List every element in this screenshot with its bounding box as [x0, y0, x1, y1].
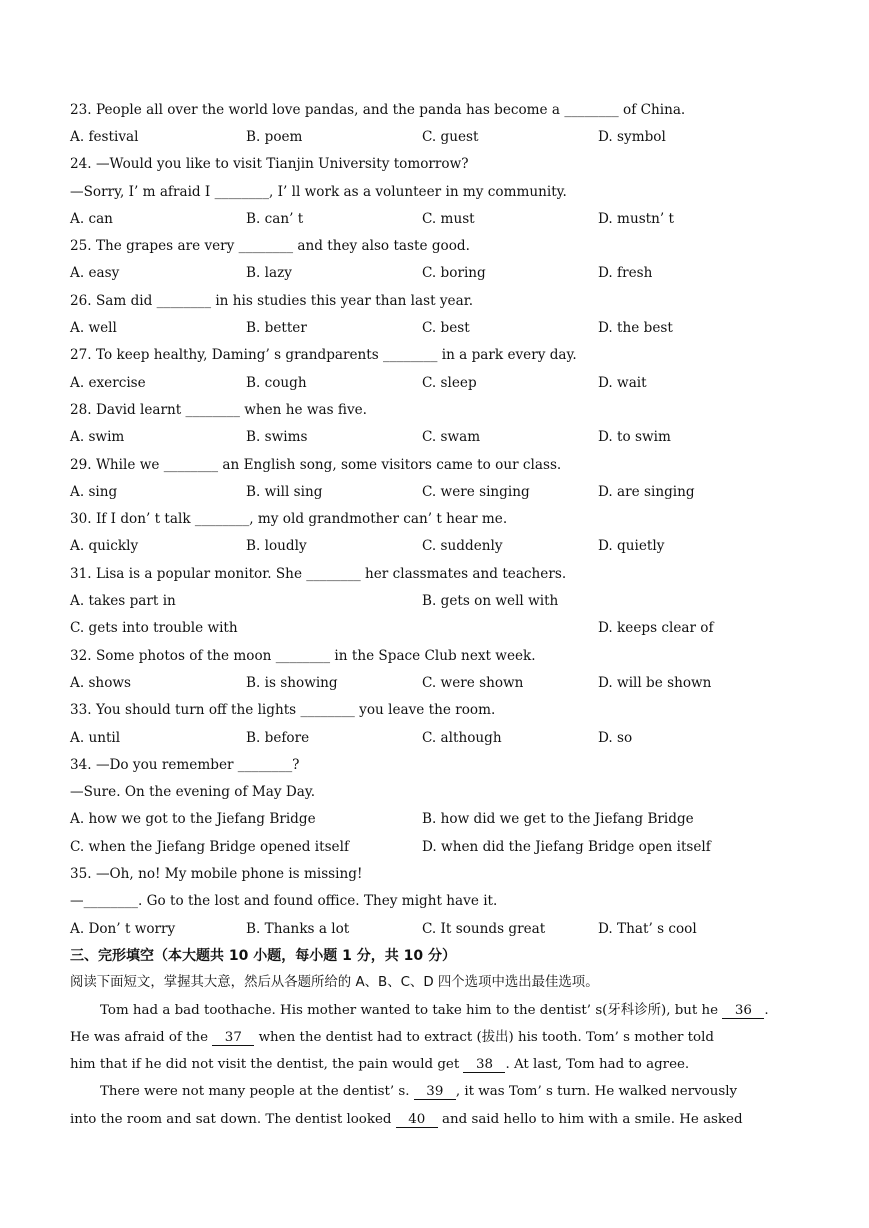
- q33-option-a: A. until: [70, 730, 121, 746]
- question-33-stem: 33. You should turn off the lights ________ you leave the room.: [70, 702, 496, 718]
- blank-39[interactable]: 39: [414, 1084, 456, 1100]
- question-35-reply: —________. Go to the lost and found office. They might have it.: [70, 893, 498, 909]
- q33-option-d: D. so: [598, 730, 633, 746]
- q26-option-c: C. best: [422, 320, 470, 336]
- passage-text: and said hello to him with a smile. He asked: [437, 1112, 743, 1127]
- passage-text: , it was Tom’ s turn. He walked nervously: [455, 1084, 738, 1099]
- q35-option-a: A. Don’ t worry: [70, 921, 176, 937]
- q25-option-b: B. lazy: [246, 265, 292, 281]
- q29-option-b: B. will sing: [246, 484, 323, 500]
- q35-option-d: D. That’ s cool: [598, 921, 697, 937]
- q23-option-b: B. poem: [246, 129, 303, 145]
- q24-option-c: C. must: [422, 211, 475, 227]
- blank-36[interactable]: 36: [722, 1003, 764, 1019]
- q27-option-d: D. wait: [598, 375, 647, 391]
- q32-option-c: C. were shown: [422, 675, 524, 691]
- question-30-stem: 30. If I don’ t talk ________, my old grandmother can’ t hear me.: [70, 511, 508, 527]
- q31-option-c: C. gets into trouble with: [70, 620, 238, 636]
- passage-text: He was afraid of the: [70, 1030, 213, 1045]
- q30-option-d: D. quietly: [598, 538, 665, 554]
- q24-option-b: B. can’ t: [246, 211, 304, 227]
- question-28-stem: 28. David learnt ________ when he was five.: [70, 402, 368, 418]
- q23-option-c: C. guest: [422, 129, 479, 145]
- q30-option-a: A. quickly: [70, 538, 139, 554]
- q31-option-b: B. gets on well with: [422, 593, 559, 609]
- q35-option-b: B. Thanks a lot: [246, 921, 350, 937]
- q27-option-a: A. exercise: [70, 375, 146, 391]
- q27-option-c: C. sleep: [422, 375, 477, 391]
- q27-option-b: B. cough: [246, 375, 307, 391]
- section-3-title: 三、完形填空（本大题共 10 小题，每小题 1 分，共 10 分）: [70, 948, 456, 964]
- q31-option-d: D. keeps clear of: [598, 620, 714, 636]
- question-24-reply: —Sorry, I’ m afraid I ________, I’ ll work as a volunteer in my community.: [70, 184, 567, 200]
- question-24-stem: 24. —Would you like to visit Tianjin University tomorrow?: [70, 156, 469, 172]
- passage-text: Tom had a bad toothache. His mother wanted to take him to the dentist’ s(牙科诊所), but he: [100, 1003, 723, 1018]
- passage-text: into the room and sat down. The dentist looked: [70, 1112, 396, 1127]
- q23-option-a: A. festival: [70, 129, 139, 145]
- q30-option-b: B. loudly: [246, 538, 307, 554]
- passage-text: .: [764, 1003, 769, 1018]
- passage-line-3: [70, 1056, 800, 1074]
- passage-text: him that if he did not visit the dentist, the pain would get: [70, 1057, 464, 1072]
- passage-line-5: [70, 1111, 800, 1129]
- q26-option-a: A. well: [70, 320, 117, 336]
- q32-option-b: B. is showing: [246, 675, 338, 691]
- q30-option-c: C. suddenly: [422, 538, 503, 554]
- q31-option-a: A. takes part in: [70, 593, 176, 609]
- q28-option-d: D. to swim: [598, 429, 671, 445]
- question-23-stem: 23. People all over the world love pandas, and the panda has become a ________ of China.: [70, 102, 686, 118]
- question-29-stem: 29. While we ________ an English song, some visitors came to our class.: [70, 457, 562, 473]
- q24-option-d: D. mustn’ t: [598, 211, 674, 227]
- question-26-stem: 26. Sam did ________ in his studies this year than last year.: [70, 293, 474, 309]
- q34-option-b: B. how did we get to the Jiefang Bridge: [422, 811, 694, 827]
- q26-option-d: D. the best: [598, 320, 673, 336]
- question-34-stem: 34. —Do you remember ________?: [70, 757, 300, 773]
- blank-37[interactable]: 37: [212, 1030, 254, 1046]
- passage-text: There were not many people at the dentist’ s.: [100, 1084, 414, 1099]
- q25-option-c: C. boring: [422, 265, 486, 281]
- q34-option-d: D. when did the Jiefang Bridge open itself: [422, 839, 711, 855]
- q28-option-b: B. swims: [246, 429, 308, 445]
- q28-option-a: A. swim: [70, 429, 125, 445]
- q29-option-c: C. were singing: [422, 484, 530, 500]
- q32-option-d: D. will be shown: [598, 675, 712, 691]
- q24-option-a: A. can: [70, 211, 113, 227]
- q34-option-c: C. when the Jiefang Bridge opened itself: [70, 839, 349, 855]
- question-32-stem: 32. Some photos of the moon ________ in the Space Club next week.: [70, 648, 536, 664]
- q34-option-a: A. how we got to the Jiefang Bridge: [70, 811, 316, 827]
- passage-text: when the dentist had to extract (拔出) his tooth. Tom’ s mother told: [254, 1030, 714, 1045]
- passage-text: . At last, Tom had to agree.: [505, 1057, 690, 1072]
- question-31-stem: 31. Lisa is a popular monitor. She ________ her classmates and teachers.: [70, 566, 567, 582]
- passage-line-2: [70, 1029, 800, 1047]
- section-3-instruction: 阅读下面短文，掌握其大意，然后从各题所给的 A、B、C、D 四个选项中选出最佳选项。: [70, 975, 599, 990]
- q23-option-d: D. symbol: [598, 129, 666, 145]
- q25-option-d: D. fresh: [598, 265, 653, 281]
- question-34-reply: —Sure. On the evening of May Day.: [70, 784, 316, 800]
- passage-line-4: [100, 1083, 830, 1101]
- q33-option-b: B. before: [246, 730, 310, 746]
- blank-40[interactable]: 40: [396, 1112, 438, 1128]
- q25-option-a: A. easy: [70, 265, 120, 281]
- q33-option-c: C. although: [422, 730, 502, 746]
- q32-option-a: A. shows: [70, 675, 131, 691]
- blank-38[interactable]: 38: [463, 1057, 505, 1073]
- question-35-stem: 35. —Oh, no! My mobile phone is missing!: [70, 866, 363, 882]
- q35-option-c: C. It sounds great: [422, 921, 546, 937]
- question-27-stem: 27. To keep healthy, Daming’ s grandparents ________ in a park every day.: [70, 347, 577, 363]
- q29-option-d: D. are singing: [598, 484, 695, 500]
- q26-option-b: B. better: [246, 320, 307, 336]
- question-25-stem: 25. The grapes are very ________ and they also taste good.: [70, 238, 470, 254]
- q29-option-a: A. sing: [70, 484, 118, 500]
- passage-line-1: [100, 1002, 830, 1020]
- q28-option-c: C. swam: [422, 429, 481, 445]
